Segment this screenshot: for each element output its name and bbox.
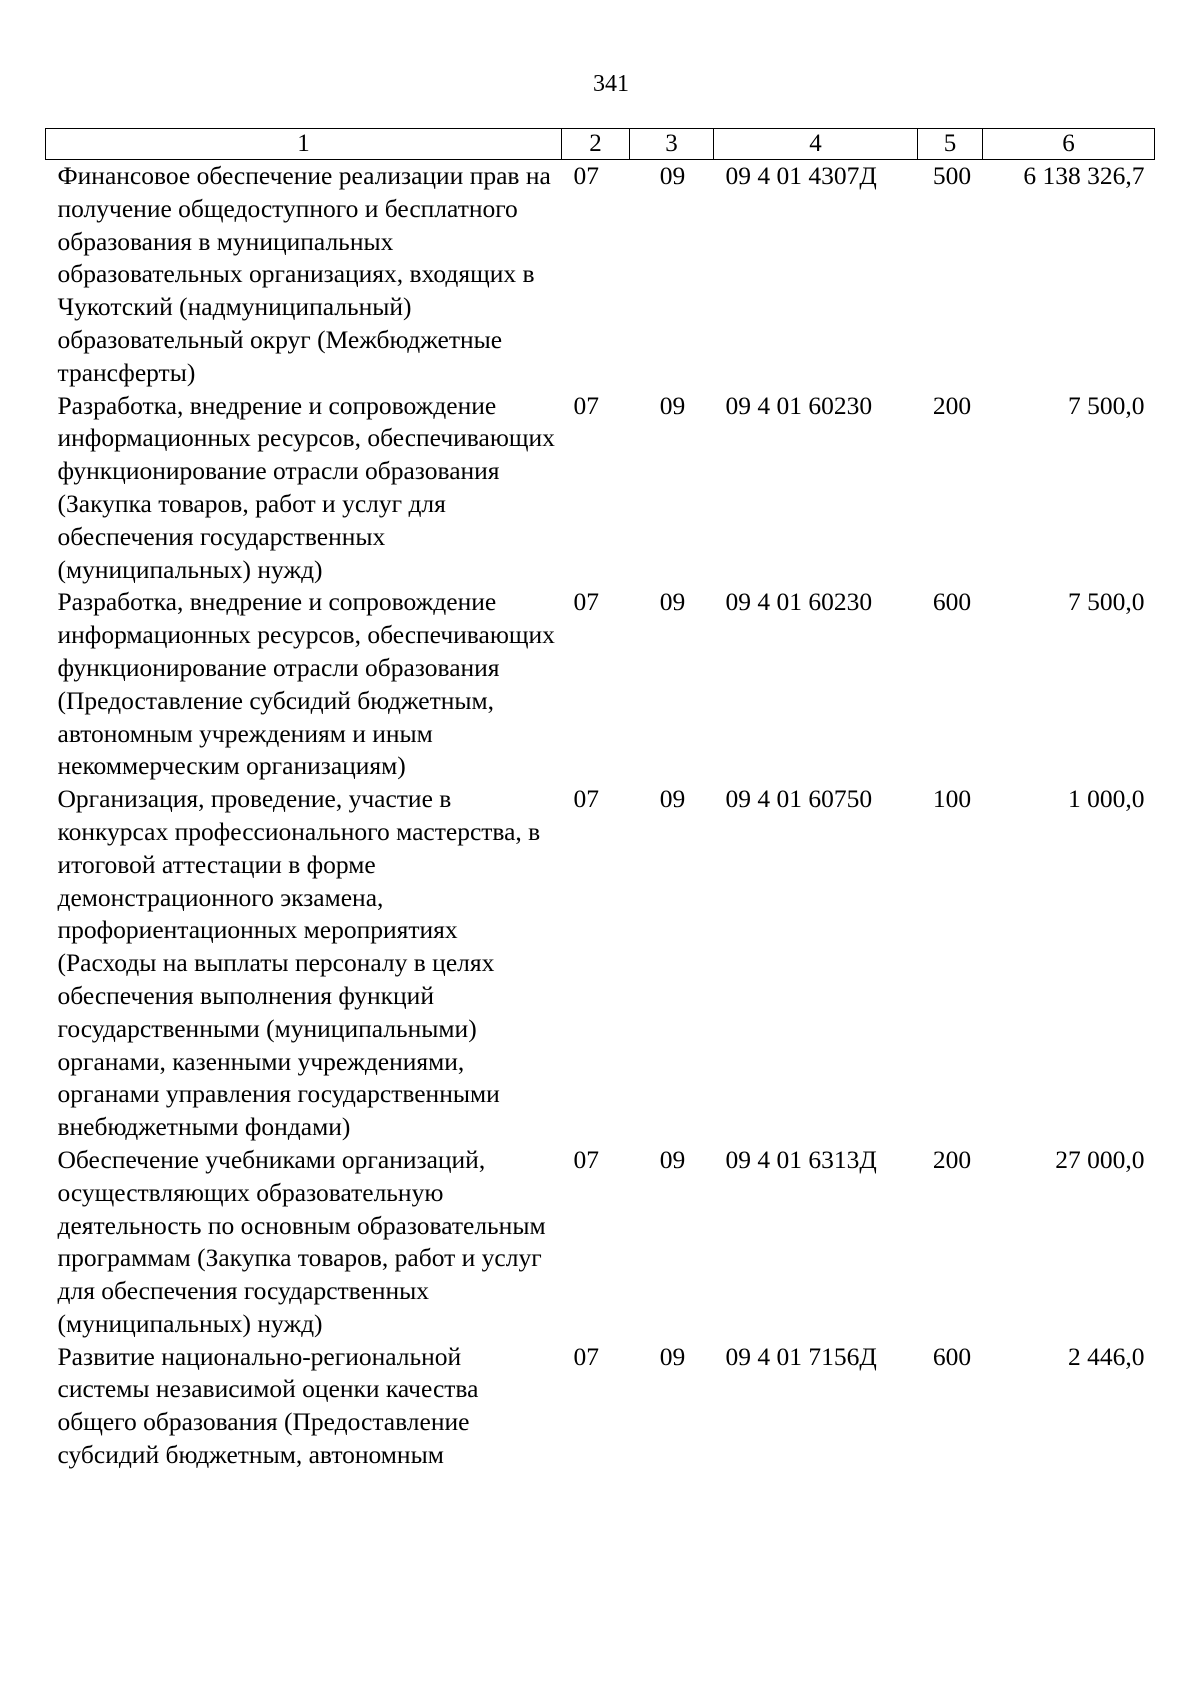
- table-row: [46, 586, 1155, 783]
- row-target-code: 09 4 01 60230: [725, 587, 873, 617]
- row-target-code: 09 4 01 4307Д: [725, 161, 877, 190]
- budget-table: [45, 128, 1155, 1472]
- table-header: [46, 129, 1155, 160]
- row-section: 07: [573, 784, 599, 814]
- row-amount: 7 500,0: [1068, 587, 1145, 617]
- row-subsection: 09: [659, 587, 686, 617]
- row-expense-type: 600: [932, 1341, 972, 1371]
- row-expense-type: 500: [932, 161, 972, 190]
- table-row: [46, 160, 1155, 390]
- row-name: Развитие национально-региональной системы независимой оценки качества общего образования (Предоставление субсидий бюджетным, автономным: [57, 1341, 479, 1470]
- row-amount: 2 446,0: [1068, 1341, 1145, 1371]
- header-cell-amount: 6: [983, 129, 1155, 160]
- row-subsection: 09: [659, 1341, 686, 1371]
- header-cell-name: 1: [46, 129, 562, 160]
- row-expense-type: 600: [932, 587, 972, 617]
- header-cell-section: 2: [562, 129, 630, 160]
- row-amount: 1 000,0: [1068, 784, 1145, 814]
- row-expense-type: 200: [932, 390, 972, 420]
- header-cell-expense-type: 5: [918, 129, 983, 160]
- page-number: 341: [593, 71, 629, 97]
- row-section: 07: [573, 1341, 599, 1371]
- row-subsection: 09: [659, 1144, 686, 1174]
- header-cell-subsection: 3: [630, 129, 714, 160]
- row-subsection: 09: [659, 390, 686, 420]
- header-row: [46, 129, 1155, 160]
- row-section: 07: [573, 1144, 599, 1174]
- row-name: Организация, проведение, участие в конкурсах профессионального мастерства, в итоговой аттестации в форме демонстрационного экзамена, профориентационных мероприятиях (Расходы на выплаты персоналу в целях обеспечения выполнения функций государственными (муниципальными) органами, казенными учреждениями, органами управления государственными внебюджетными фондами): [57, 784, 541, 1142]
- row-name: Разработка, внедрение и сопровождение информационных ресурсов, обеспечивающих функционирование отрасли образования (Закупка товаров, работ и услуг для обеспечения государственных (муниципальных) нужд): [57, 390, 555, 584]
- row-expense-type: 200: [932, 1144, 972, 1174]
- row-amount: 27 000,0: [1055, 1144, 1145, 1174]
- row-name: Разработка, внедрение и сопровождение информационных ресурсов, обеспечивающих функционирование отрасли образования (Предоставление субсидий бюджетным, автономным учреждениям и иным некоммерческим организациям): [57, 587, 555, 781]
- row-target-code: 09 4 01 7156Д: [725, 1341, 877, 1371]
- table-body: [46, 160, 1155, 1472]
- row-subsection: 09: [659, 161, 686, 190]
- table-row: [46, 390, 1155, 587]
- row-amount: 7 500,0: [1068, 390, 1145, 420]
- table-row: [46, 783, 1155, 1144]
- table-row: [46, 1341, 1155, 1472]
- row-amount: 6 138 326,7: [1023, 161, 1145, 190]
- row-target-code: 09 4 01 6313Д: [725, 1144, 877, 1174]
- row-section: 07: [573, 390, 599, 420]
- row-target-code: 09 4 01 60750: [725, 784, 873, 814]
- row-section: 07: [573, 161, 599, 190]
- row-expense-type: 100: [932, 784, 972, 814]
- row-name: Финансовое обеспечение реализации прав на получение общедоступного и бесплатного образования в муниципальных образовательных организациях, входящих в Чукотский (надмуниципальный) образовательный округ (Межбюджетные трансферты): [57, 161, 551, 387]
- row-section: 07: [573, 587, 599, 617]
- row-name: Обеспечение учебниками организаций, осуществляющих образовательную деятельность по основным образовательным программам (Закупка товаров, работ и услуг для обеспечения государственных (муниципальных) нужд): [57, 1144, 546, 1338]
- row-target-code: 09 4 01 60230: [725, 390, 873, 420]
- header-cell-target-code: 4: [714, 129, 918, 160]
- table-row: [46, 1144, 1155, 1341]
- row-subsection: 09: [659, 784, 686, 814]
